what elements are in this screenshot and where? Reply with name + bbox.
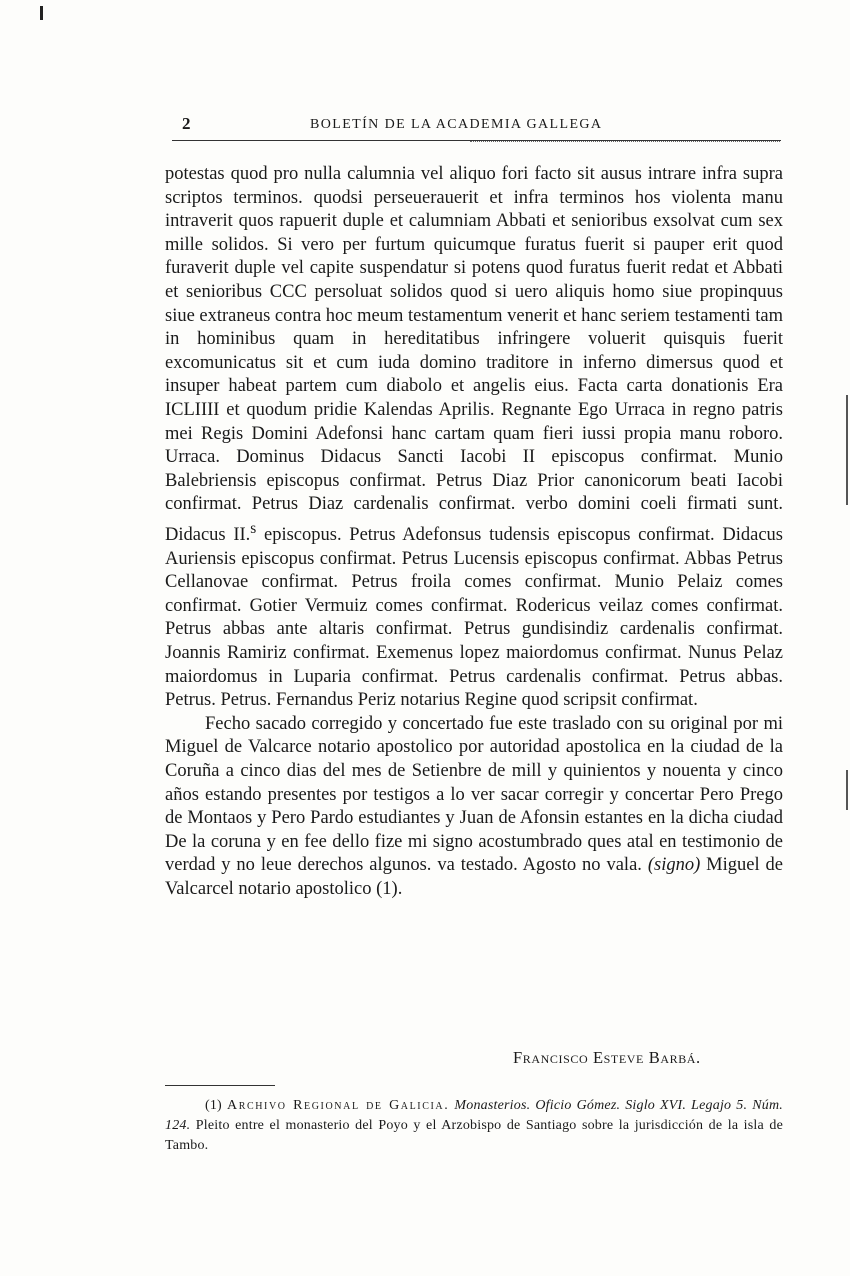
footnote [165, 1096, 783, 1156]
footnote-source: Archivo Regional de Galicia. [226, 1098, 450, 1113]
margin-mark [846, 770, 848, 810]
notarial-text-cont: Miguel de Valcarcel notario apostolico (1). [165, 855, 783, 899]
author-signature: Francisco Esteve Barbá. [513, 1048, 701, 1067]
paragraph-charter [165, 163, 783, 713]
notarial-text: Fecho sacado corregido y concertado fue este traslado con su original por mi Miguel de Valcarce notario apostolico por autoridad apostolica en la ciudad de la Coruña a cinco dias del mes de Setienbre de mill y quinientos y nouenta y cinco años estando presentes por testigos a lo ver sacar corregir y concertar Pero Prego de Montaos y Pero Pardo estudiantes y Juan de Afonsin estantes en la dicha ciudad De la coruna y en fee dello fize mi signo acostumbrado ques atal en testimonio de verdad y no leue derechos algunos. va testado. Agosto no vala. [165, 713, 783, 876]
scan-speck [40, 6, 43, 20]
footnote-reference: Monasterios. Oficio Gómez. Siglo XVI. Legajo 5. Núm. 124. [165, 1098, 783, 1133]
header-rule-dots [470, 141, 780, 142]
charter-text-cont: episcopus. Petrus Adefonsus tudensis episcopus confirmat. Didacus Auriensis episcopus confirmat. Petrus Lucensis episcopus confirmat. Abbas Petrus Cellanovae confirmat. Petrus froila comes confirmat. Munio Pelaiz comes confirmat. Gotier Vermuiz comes confirmat. Rodericus veilaz comes confirmat. Petrus abbas ante altaris confirmat. Petrus gundisindiz cardenalis confirmat. Joannis Ramiriz confirmat. Exemenus lopez maiordomus confirmat. Nunus Pelaz maiordomus in Luparia confirmat. Petrus cardenalis confirmat. Petrus abbas. Petrus. Petrus. Fernandus Periz notarius Regine quod scripsit confirmat. [165, 525, 783, 711]
charter-text: potestas quod pro nulla calumnia vel aliquo fori facto sit ausus intrare infra supra scriptos terminos. quodsi perseuerauerit et infra terminos hos violenta manu intraverit quos rapuerit duple et calumniam Abbati et senioribus exsolvat cum sex mille solidos. Si vero per furtum quicumque furatus fuerit si pauper erit quod furaverit duple vel capite suspendatur si potens quod furatus fuerit redat et Abbati et senioribus CCC persoluat solidos quod si uero aliquis homo siue propinquus siue extraneus contra hoc meum testamentum venerit et hanc seriem testamenti tam in hominibus quam in hereditatibus infringere voluerit quisquis fuerit excomunicatus sit et cum iuda domino traditore in inferno dimersus quod et insuper habeat partem cum diabolo et angelis eius. Facta carta donationis Era ICLIIII et quodum pridie Kalendas Aprilis. Regnante Ego Urraca in regno patris mei Regis Domini Adefonsi hanc cartam quam fieri iussi propia manu roboro. Urraca. Dominus Didacus Sancti Iacobi II episcopus confirmat. Munio Balebriensis episcopus confirmat. Petrus Diaz Prior canonicorum beati Iacobi confirmat. Petrus Diaz cardenalis confirmat. verbo domini coeli firmati sunt. Didacus II. [165, 164, 783, 546]
running-title: BOLETÍN DE LA ACADEMIA GALLEGA [310, 117, 603, 132]
main-text [165, 163, 783, 902]
page-number: 2 [182, 114, 192, 133]
footnote-rule [165, 1085, 275, 1086]
paragraph-notarial [165, 713, 783, 902]
signo-mark: (signo) [647, 855, 701, 876]
superscript: s [250, 519, 257, 537]
margin-mark [846, 395, 848, 505]
running-head [182, 114, 782, 138]
footnote-mark: (1) [205, 1098, 222, 1113]
footnote-text: Pleito entre el monasterio del Poyo y el Arzobispo de Santiago sobre la jurisdicción de la isla de Tambo. [165, 1118, 784, 1153]
